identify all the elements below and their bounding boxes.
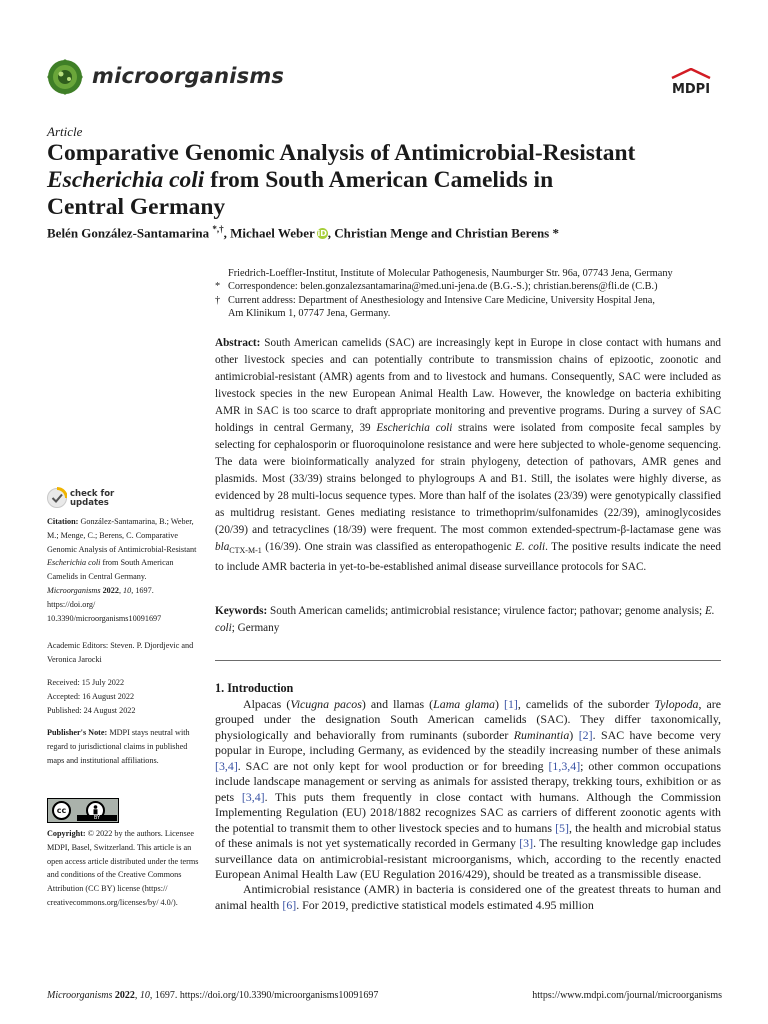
footer-citation: Microorganisms 2022, 10, 1697. https://doi.org/10.3390/microorganisms10091697 bbox=[47, 990, 379, 1001]
mdpi-text: MDPI bbox=[671, 82, 711, 97]
citation-link[interactable]: [3] bbox=[519, 836, 534, 851]
copyright-notice: Copyright: © 2022 by the authors. Licensee MDPI, Basel, Switzerland. This article is an open access article distributed under the terms and conditions of the Creative Commons Attribution (CC BY) license (https:// creativecommons.org/licenses/by/ 4.0/). bbox=[47, 829, 199, 907]
check-for-updates-label[interactable]: check for updates bbox=[70, 489, 115, 508]
author-marks: *,† bbox=[212, 224, 224, 234]
publication-dates bbox=[47, 676, 199, 717]
by-label: BY bbox=[77, 815, 117, 821]
affiliations bbox=[215, 267, 725, 320]
affiliation-institute: Friedrich-Loeffler-Institut, Institute of Molecular Pathogenesis, Naumburger Str. 96a, 07743 Jena, Germany bbox=[228, 268, 673, 279]
title-line-1: Comparative Genomic Analysis of Antimicrobial-Resistant bbox=[47, 140, 636, 166]
author-link[interactable]: Belén González-Santamarina bbox=[47, 225, 210, 241]
publisher-note: Publisher's Note: MDPI stays neutral with regard to jurisdictional claims in published maps and institutional affiliations. bbox=[47, 728, 190, 765]
citation-doi-link[interactable]: , 1697. https://doi.org/ 10.3390/microorganisms10091697 bbox=[47, 585, 162, 623]
abstract-label: Abstract: bbox=[215, 337, 261, 349]
correspondence-line: * Correspondence: belen.gonzalezsantamarina@med.uni-jena.de (B.G.-S.); christian.berens@fli.de (C.B.) bbox=[215, 281, 658, 293]
received-date: Received: 15 July 2022 bbox=[47, 678, 125, 687]
journal-name: microorganisms bbox=[92, 64, 285, 88]
title-species: Escherichia coli bbox=[47, 167, 205, 193]
author-link[interactable]: Michael Weber bbox=[230, 225, 315, 241]
citation-link[interactable]: [6] bbox=[282, 897, 297, 912]
citation-link[interactable]: [3,4] bbox=[241, 789, 265, 804]
author-marks: * bbox=[552, 225, 559, 241]
keywords-label: Keywords: bbox=[215, 605, 268, 617]
introduction-body bbox=[215, 697, 721, 913]
citation-link[interactable]: [3,4] bbox=[215, 758, 238, 773]
title-line-3: Central Germany bbox=[47, 194, 226, 220]
orcid-icon[interactable]: iD bbox=[317, 229, 327, 239]
academic-editors: Academic Editors: Steven. P. Djordjevic and Veronica Jarocki bbox=[47, 641, 194, 664]
citation-link[interactable]: [5] bbox=[555, 820, 569, 835]
accepted-date: Accepted: 16 August 2022 bbox=[47, 691, 135, 701]
citation-link[interactable]: [1,3,4] bbox=[548, 758, 581, 773]
article-type: Article bbox=[47, 124, 83, 139]
citation-link[interactable]: [2] bbox=[578, 727, 593, 742]
citation-link[interactable]: [1] bbox=[504, 697, 518, 711]
correspondence-emails[interactable]: Correspondence: belen.gonzalezsantamarina@med.uni-jena.de (B.G.-S.); christian.berens@fli.de (C.B.) bbox=[228, 281, 658, 293]
check-for-updates-icon[interactable] bbox=[47, 487, 67, 509]
mdpi-logo-icon bbox=[666, 68, 716, 98]
author-list: Belén González-Santamarina *,†, Michael Weber iD, Christian Menge and Christian Berens * bbox=[47, 224, 559, 241]
title-line-2: from South American Camelids in bbox=[204, 167, 554, 193]
footer-doi-link[interactable]: , 1697. https://doi.org/10.3390/microorganisms10091697 bbox=[149, 990, 379, 1001]
section-heading: 1. Introduction bbox=[215, 681, 294, 695]
footer-journal-url[interactable]: https://www.mdpi.com/journal/microorganisms bbox=[532, 990, 722, 1001]
published-date: Published: 24 August 2022 bbox=[47, 705, 136, 715]
author-link[interactable]: Christian Menge and Christian Berens bbox=[334, 225, 550, 241]
current-address-line-2: Am Klinikum 1, 07747 Jena, Germany. bbox=[228, 307, 391, 319]
cc-icon: cc bbox=[52, 801, 71, 820]
intro-paragraph-1: Alpacas (Vicugna pacos) and llamas (Lama glama) [1], camelids of the suborder Tylopoda, are grouped under the designation South American camelids (SAC). They differ taxonomically, physiologically and behaviorally from ruminants (suborder Ruminantia) [2]. SAC have become very popular in Europe, including Germany, as evidenced by the steadily increasing number of these animals [3,4]. SAC are not only kept for wool production or for breeding [1,3,4]; other common occupations include landscape management or serving as animals for assisted therapy, trekking tours, exhibition or as pets [3,4]. This puts them frequently in close contact with humans. Although the Commission Implementing Regulation (EU) 2018/1882 recognizes SAC as carriers of different zoonotic agents with the potential to transmit them to other livestock species and to humans [5], the health and microbial status of these animals is not yet systematically recorded in Germany [3]. The resulting knowledge gap includes surveillance data on antimicrobial-resistant microorganisms, which, according to the recently enacted European Animal Health Law (EU Regulation 2016/429), should be treated as a transmissible disease. bbox=[215, 697, 722, 881]
citation-block: Citation: González-Santamarina, B.; Weber, M.; Menge, C.; Berens, C. Comparative Genomic Analysis of Antimicrobial-Resistant Escherichia coli from South American Camelids in Central Germany. Microorganisms 2022, 10, 1697. https://doi.org/ 10.3390/microorganisms10091697 bbox=[47, 517, 197, 623]
cc-by-license-badge[interactable] bbox=[47, 798, 119, 823]
abstract: Abstract: South American camelids (SAC) are increasingly kept in Europe in close contact with humans and other livestock species and can potentially contribute to transmission chains of epizootic, zoonotic and antimicrobial-resistant (AMR) agents from and to livestock and humans. Consequently, SAC were included as livestock species in the new European Animal Health Law. However, the knowledge on bacteria exhibiting AMR in SAC is too scarce to draft appropriate monitoring and preventive programs. During a survey of SAC holdings in central Germany, 39 Escherichia coli strains were isolated from composite fecal samples by selecting for cephalosporin or fluoroquinolone resistance and were here subjected to whole-genome sequencing. The data were bioinformatically analyzed for strain phylogeny, detection of pathovars, AMR genes and plasmids. Most (33/39) strains belonged to phylogroups A and B1. Still, the isolates were highly diverse, as evidenced by 28 multi-locus sequence types. More than half of the isolates (23/39) were genotypically classified as multidrug resistant. Genes mediating resistance to trimethoprim/sulfonamides (22/39), aminoglycosides (20/39) and tetracyclines (18/39) were frequent. The most common extended-spectrum-β-lactamase gene was bla$_{CTX-M-1}$ (16/39). One strain was classified as enteropathogenic E. coli. The positive results indicate the need to include AMR bacteria in yet-to-be-established animal disease surveillance protocols for SAC. bbox=[215, 337, 722, 574]
section-divider bbox=[215, 660, 721, 661]
keywords: Keywords: South American camelids; antimicrobial resistance; virulence factor; pathovar; genome analysis; E. coli; Germany bbox=[215, 605, 715, 634]
intro-paragraph-2: Antimicrobial resistance (AMR) in bacteria is considered one of the greatest threats to human and animal health [6]. For 2019, predictive statistical models estimated 4.95 million bbox=[215, 882, 721, 912]
current-address-line: † Current address: Department of Anesthesiology and Intensive Care Medicine, University Hospital Jena, bbox=[215, 294, 655, 306]
article-title bbox=[47, 140, 727, 221]
journal-logo-icon bbox=[46, 58, 84, 96]
